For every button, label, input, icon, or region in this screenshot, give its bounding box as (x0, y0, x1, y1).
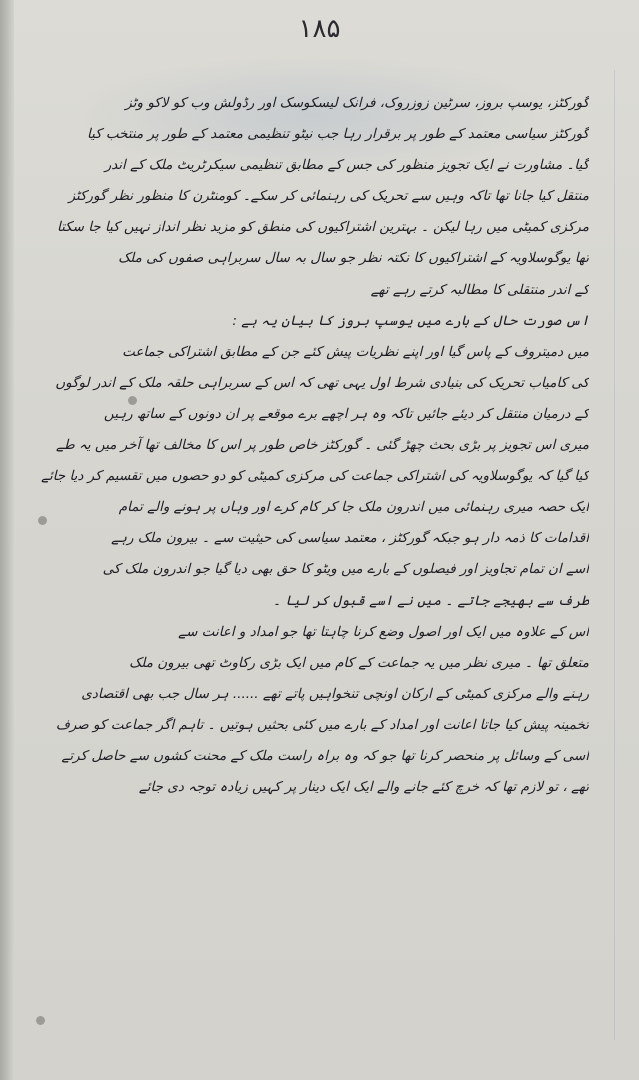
text-line: اسے ان تمام تجاویز اور فیصلوں کے بارے میں ویٹو کا حق بھی دیا گیا جو اندرون ملک کی (102, 561, 589, 578)
text-line: طرف سے بھیجے جاتے ۔ میں نے اسے قبول کر لیا ۔ (272, 592, 589, 609)
text-line: گورکٹز، یوسپ بروز، سرٹین زوزروک، فرانک لیسکوسک اور رڈولش وب کو لاکو وٹز (125, 95, 589, 111)
text-line: منتقل کیا جانا تھا تاکہ وہیں سے تحریک کی رہنمائی کر سکے۔ کومنٹرن کا منظور نظر گورکٹز (68, 188, 589, 205)
text-line: گورکٹز سیاسی معتمد کے طور پر برقرار رہا جب نیٹو تنظیمی معتمد کے طور پر منتخب کیا (87, 126, 589, 143)
paper-blemish (128, 396, 137, 405)
paper-blemish (38, 516, 47, 525)
text-line: ایک حصہ میری رہنمائی میں اندرون ملک جا کر کام کرے اور وہاں پر ہونے والے تمام (118, 499, 589, 516)
margin-rule (614, 70, 615, 1040)
text-line: اس صورت حال کے بارے میں یوسپ بروز کا بیان یہ ہے : (232, 312, 589, 329)
body-text (34, 88, 589, 803)
text-line: اس کے علاوہ میں ایک اور اصول وضع کرنا چاہتا تھا جو امداد و اعانت سے (178, 623, 589, 640)
text-line: متعلق تھا ۔ میری نظر میں یہ جماعت کے کام میں ایک بڑی رکاوٹ تھی بیرون ملک (129, 654, 589, 671)
text-line: رہنے والے مرکزی کمیٹی کے ارکان اونچی تنخواہیں پاتے تھے ...... ہر سال جب بھی اقتصادی (81, 685, 589, 702)
text-line: گیا۔ مشاورت نے ایک تجویز منظور کی جس کے مطابق تنظیمی سیکرٹریٹ ملک کے اندر (104, 157, 589, 174)
text-line: کیا گیا کہ یوگوسلاویہ کی اشتراکی جماعت کی مرکزی کمیٹی کو دو حصوں میں تقسیم کر دیا جائے (41, 468, 589, 485)
paragraph-1 (34, 88, 589, 306)
text-line: اقدامات کا ذمہ دار ہو جبکہ گورکٹز ، معتمد سیاسی کی حیثیت سے ۔ بیرون ملک رہے (111, 530, 589, 547)
paragraph-3 (34, 337, 589, 617)
page-number: ۱۸۵ (298, 14, 341, 44)
page-spine-shadow (0, 0, 14, 1080)
text-line: کے درمیان منتقل کر دیئے جائیں تاکہ وہ ہر اچھے برے موقعے پر ان دونوں کے ساتھ رہیں (103, 405, 589, 422)
text-line: تھے ، تو لازم تھا کہ خرچ کئے جانے والے ایک ایک دینار پر کہیں زیادہ توجہ دی جائے (138, 779, 589, 796)
text-line: تخمینہ پیش کیا جاتا اعانت اور امداد کے بارے میں کئی بحثیں ہوتیں ۔ تاہم اگر جماعت کو صرف (55, 716, 589, 733)
text-line: میں دمیتروف کے پاس گیا اور اپنے نظریات پیش کئے جن کے مطابق اشتراکی جماعت (122, 343, 589, 360)
paragraph-4 (34, 617, 589, 804)
paragraph-2 (34, 306, 589, 337)
text-line: اسی کے وسائل پر منحصر کرنا تھا جو کہ وہ براہ راست ملک کے محنت کشوں سے حاصل کرتے (61, 747, 589, 764)
text-line: تھا یوگوسلاویہ کے اشتراکیوں کا نکتہ نظر جو سال بہ سال سربراہی صفوں کی ملک (118, 250, 589, 267)
text-line: کی کامیاب تحریک کی بنیادی شرط اول یہی تھی کہ اس کے سربراہی حلقہ ملک کے اندر لوگوں (55, 374, 589, 391)
text-line: میری اس تجویز پر بڑی بحث چھڑ گئی ۔ گورکٹز خاص طور پر اس کا مخالف تھا آخر میں یہ طے (56, 437, 589, 454)
text-line: مرکزی کمیٹی میں رہا لیکن ۔ بہترین اشتراکیوں کی منطق کو مزید نظر انداز نہیں کیا جا سکتا (56, 219, 589, 236)
text-line: کے اندر منتقلی کا مطالبہ کرتے رہے تھے (370, 281, 589, 298)
paper-blemish (36, 1016, 45, 1025)
